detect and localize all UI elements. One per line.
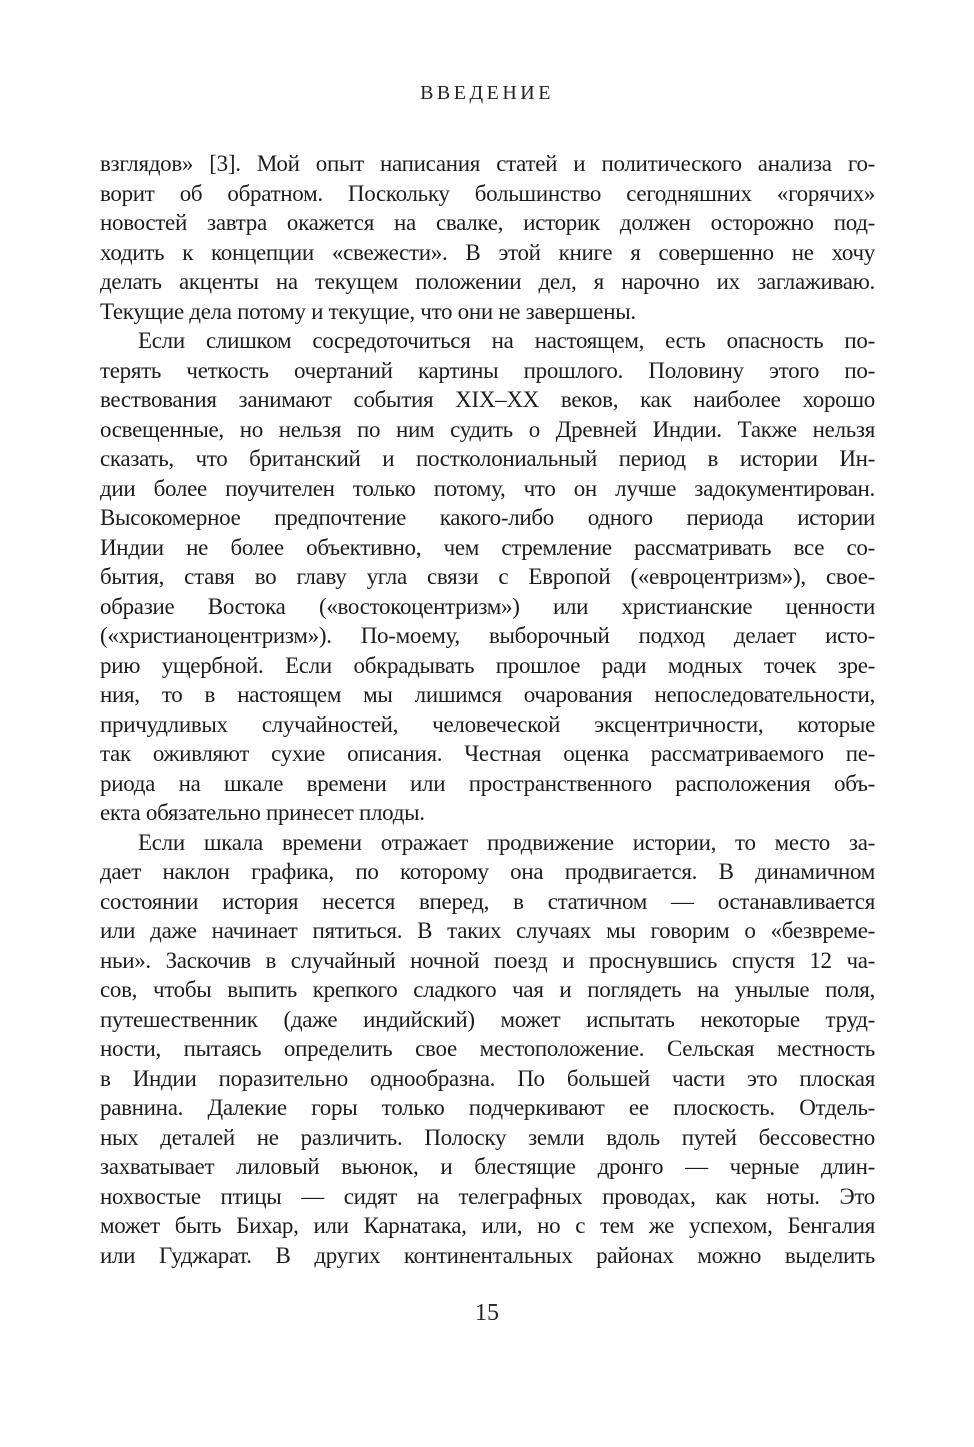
text-line: взглядов» [3]. Мой опыт написания статей и политического анализа го- — [100, 151, 875, 176]
text-line: путешественник (даже индийский) может испытать некоторые труд- — [100, 1006, 875, 1032]
text-line: равнина. Далекие горы только подчеркивают ее плоскость. Отдель- — [100, 1095, 875, 1120]
text-line: ворит об обратном. Поскольку большинство сегодняшних «горячих» — [100, 180, 875, 206]
page-number: 15 — [475, 1300, 499, 1326]
text-line: новостей завтра окажется на свалке, историк должен осторожно под- — [100, 210, 875, 235]
text-line: ных деталей не различить. Полоску земли вдоль путей бессовестно — [100, 1124, 875, 1150]
text-line: Если шкала времени отражает продвижение истории, то место за- — [138, 829, 875, 855]
chapter-header: ВВЕДЕНИЕ — [420, 82, 554, 104]
text-line: Текущие дела потому и текущие, что они не завершены. — [100, 298, 636, 324]
text-line: вествования занимают события XIX–XX веков, как наиболее хорошо — [100, 387, 875, 412]
text-line: освещенные, но нельзя по ним судить о Древней Индии. Также нельзя — [100, 416, 875, 442]
text-line: ньи». Заскочив в случайный ночной поезд и проснувшись спустя 12 ча- — [100, 947, 875, 973]
text-line: Высокомерное предпочтение какого-либо одного периода истории — [100, 505, 875, 530]
text-line: терять четкость очертаний картины прошлого. Половину этого по- — [100, 357, 875, 383]
text-line: ности, пытаясь определить свое местоположение. Сельская местность — [100, 1036, 875, 1061]
text-line: дает наклон графика, по которому она продвигается. В динамичном — [100, 859, 875, 884]
text-line: так оживляют сухие описания. Честная оценка рассматриваемого пе- — [100, 741, 875, 766]
text-line: состоянии история несется вперед, в статичном — останавливается — [100, 888, 875, 914]
text-line: екта обязательно принесет плоды. — [100, 800, 425, 825]
text-line: захватывает лиловый вьюнок, и блестящие дронго — черные длин- — [100, 1154, 875, 1179]
text-line: бытия, ставя во главу угла связи с Европой («евроцентризм»), свое- — [100, 564, 875, 589]
text-line: Индии не более объективно, чем стремление рассматривать все со- — [100, 534, 875, 560]
text-line: сказать, что британский и постколониальный период в истории Ин- — [100, 446, 875, 471]
body-text — [100, 149, 875, 1270]
text-line: сов, чтобы выпить крепкого сладкого чая и поглядеть на унылые поля, — [100, 977, 875, 1002]
text-line: может быть Бихар, или Карнатака, или, но с тем же успехом, Бенгалия — [100, 1213, 875, 1238]
text-line: рию ущербной. Если обкрадывать прошлое ради модных точек зре- — [100, 652, 875, 678]
text-line: риода на шкале времени или пространственного расположения объ- — [100, 770, 875, 796]
text-line: («христианоцентризм»). По-моему, выборочный подход делает исто- — [100, 623, 875, 648]
text-line: или даже начинает пятиться. В таких случаях мы говорим о «безвреме- — [100, 918, 875, 943]
text-line: ходить к концепции «свежести». В этой книге я совершенно не хочу — [100, 239, 875, 265]
text-line: причудливых случайностей, человеческой эксцентричности, которые — [100, 711, 875, 737]
text-line: в Индии поразительно однообразна. По большей части это плоская — [100, 1065, 875, 1091]
text-line: Если слишком сосредоточиться на настоящем, есть опасность по- — [138, 328, 875, 353]
text-line: делать акценты на текущем положении дел, я нарочно их заглаживаю. — [100, 269, 875, 294]
text-line: нохвостые птицы — сидят на телеграфных проводах, как ноты. Это — [100, 1183, 875, 1209]
text-line: ния, то в настоящем мы лишимся очарования непоследовательности, — [100, 682, 875, 707]
text-line: дии более поучителен только потому, что он лучше задокументирован. — [100, 475, 875, 501]
text-line: или Гуджарат. В других континентальных районах можно выделить — [100, 1242, 875, 1268]
text-line: образие Востока («востокоцентризм») или христианские ценности — [100, 593, 875, 619]
